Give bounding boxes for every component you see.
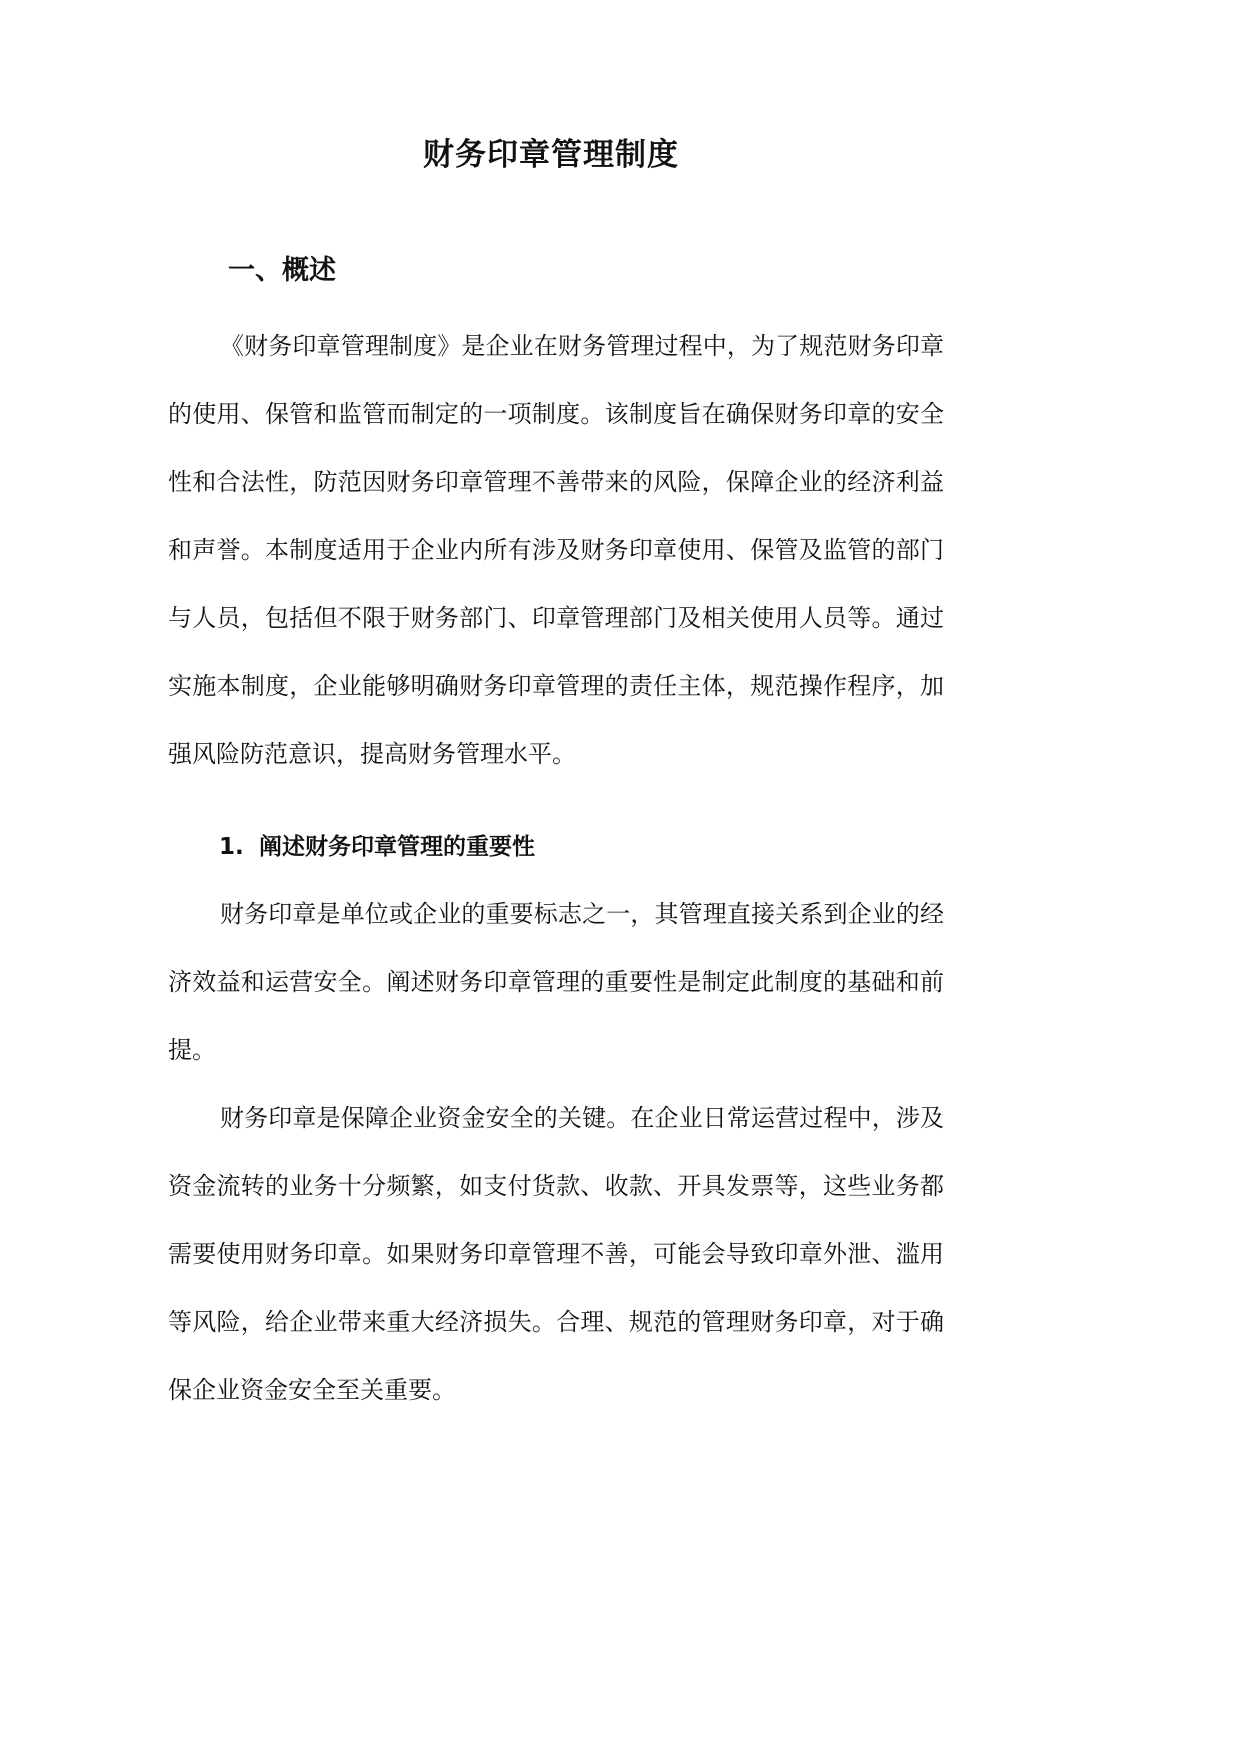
importance-paragraph-2: 财务印章是保障企业资金安全的关键。在企业日常运营过程中，涉及资金流转的业务十分频繁，如支付货款、收款、开具发票等，这些业务都需要使用财务印章。如果财务印章管理不善，可能会导致印章外泄、滥用等风险，给企业带来重大经济损失。合理、规范的管理财务印章，对于确保企业资金安全至关重要。 bbox=[168, 1104, 944, 1404]
subsection-number: 1. bbox=[219, 834, 244, 860]
section-heading-overview: 一、概述 bbox=[228, 255, 336, 286]
importance-paragraph-1: 财务印章是单位或企业的重要标志之一，其管理直接关系到企业的经济效益和运营安全。阐述财务印章管理的重要性是制定此制度的基础和前提。 bbox=[168, 900, 944, 1064]
subsection-title: 阐述财务印章管理的重要性 bbox=[259, 834, 535, 860]
subsection-heading-importance bbox=[219, 824, 535, 870]
overview-paragraph: 《财务印章管理制度》是企业在财务管理过程中，为了规范财务印章的使用、保管和监管而制定的一项制度。该制度旨在确保财务印章的安全性和合法性，防范因财务印章管理不善带来的风险，保障企业的经济利益和声誉。本制度适用于企业内所有涉及财务印章使用、保管及监管的部门与人员，包括但不限于财务部门、印章管理部门及相关使用人员等。通过实施本制度，企业能够明确财务印章管理的责任主体，规范操作程序，加强风险防范意识，提高财务管理水平。 bbox=[168, 332, 944, 768]
document-title: 财务印章管理制度 bbox=[423, 137, 679, 173]
